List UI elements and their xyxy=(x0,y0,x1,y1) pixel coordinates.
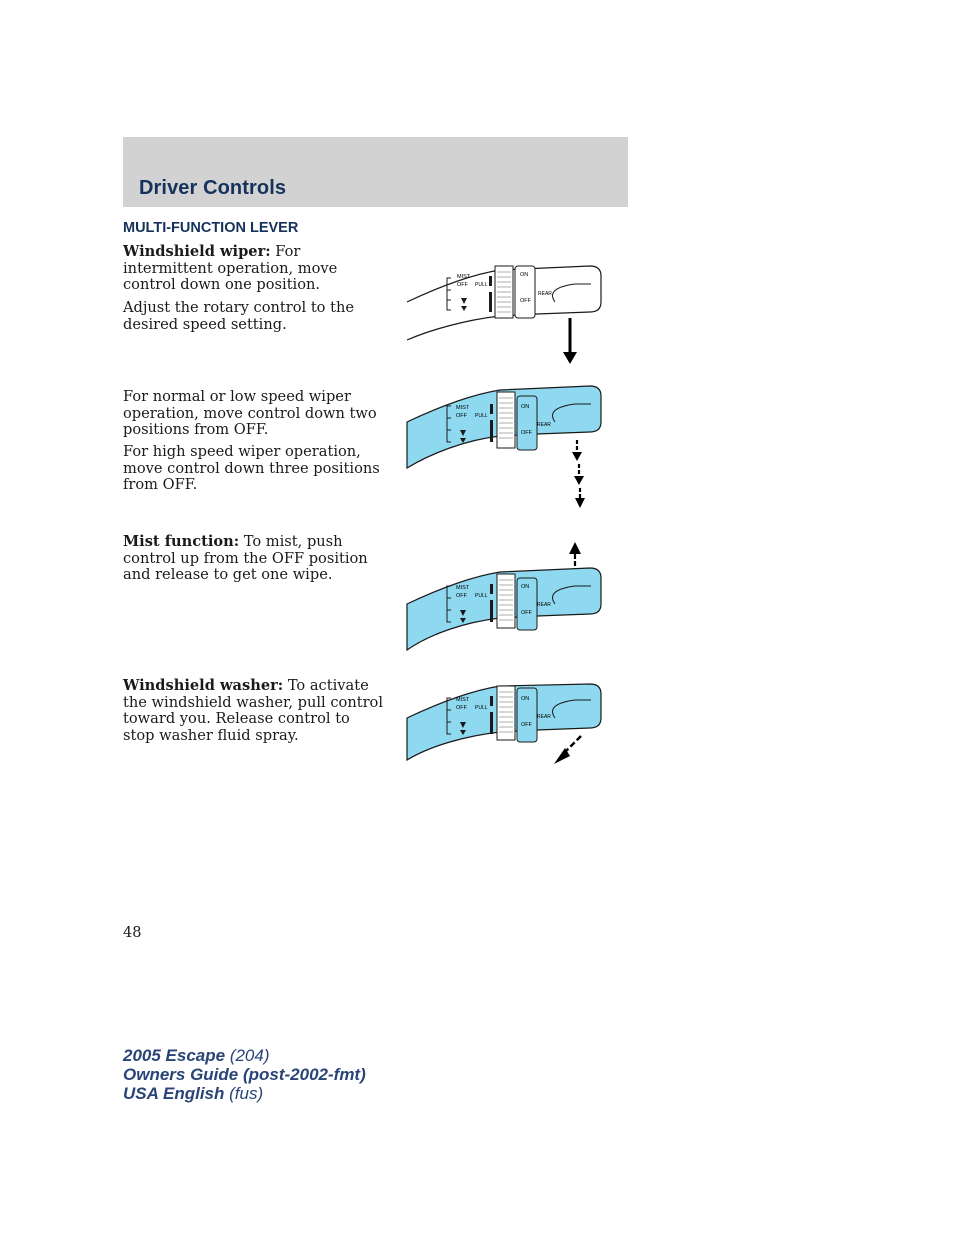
arrow-down-two-icon xyxy=(572,440,585,508)
lever-label-mist: MIST xyxy=(456,585,470,591)
lever-label-pull: PULL xyxy=(475,282,488,288)
lever-figure-intermittent xyxy=(405,262,605,392)
lever-illustration xyxy=(407,684,601,760)
footer-language: USA English xyxy=(123,1084,225,1103)
lever-illustration xyxy=(407,386,601,468)
paragraph-text: For normal or low speed wiper operation, move control down two positions from OFF. xyxy=(123,388,377,438)
arrow-pull-icon xyxy=(554,736,581,764)
paragraph-text: To activate the windshield washer, pull control toward you. Release control to stop washer fluid spray. xyxy=(123,677,384,744)
paragraph-rotary xyxy=(123,300,383,333)
lever-label-off: OFF xyxy=(456,413,467,419)
lever-label-pull: PULL xyxy=(475,705,488,711)
section-title: Driver Controls xyxy=(139,177,287,199)
paragraph-washer xyxy=(123,678,383,744)
footer-line-2 xyxy=(123,1065,366,1084)
lever-label-mist: MIST xyxy=(456,405,470,411)
footer-model: 2005 Escape xyxy=(123,1046,226,1065)
paragraph-text: Adjust the rotary control to the desired speed setting. xyxy=(123,299,355,333)
lever-label-mist: MIST xyxy=(457,274,471,280)
footer-guide: Owners Guide (post-2002-fmt) xyxy=(123,1065,366,1084)
lever-label-rear: REAR xyxy=(537,602,551,608)
lever-illustration xyxy=(407,266,601,340)
lever-illustration xyxy=(407,568,601,650)
lever-label-rear: REAR xyxy=(537,422,551,428)
paragraph-text: For high speed wiper operation, move control down three positions from OFF. xyxy=(123,443,380,493)
paragraph-lead: Windshield washer: xyxy=(123,677,284,694)
lever-label-mist: MIST xyxy=(456,697,470,703)
arrow-down-icon xyxy=(563,318,577,364)
footer-model-code: (204) xyxy=(225,1046,270,1065)
paragraph-high-speed xyxy=(123,444,383,494)
lever-figure-washer xyxy=(405,676,605,772)
lever-figure-low-high xyxy=(405,382,605,512)
lever-label-on: ON xyxy=(521,696,530,702)
lever-label-off: OFF xyxy=(456,593,467,599)
lever-label-off-rear: OFF xyxy=(521,722,532,728)
lever-label-rear: REAR xyxy=(538,291,552,297)
paragraph-lead: Mist function: xyxy=(123,533,240,550)
footer-language-code: (fus) xyxy=(224,1084,264,1103)
subheading: MULTI-FUNCTION LEVER xyxy=(123,220,299,236)
footer-line-1 xyxy=(123,1046,366,1065)
lever-label-off-rear: OFF xyxy=(521,430,532,436)
footer xyxy=(123,1046,366,1103)
lever-label-off-rear: OFF xyxy=(521,610,532,616)
paragraph-mist xyxy=(123,534,383,584)
paragraph-low-speed xyxy=(123,389,383,439)
lever-label-on: ON xyxy=(520,272,529,278)
lever-label-on: ON xyxy=(521,404,530,410)
footer-line-3 xyxy=(123,1084,366,1103)
lever-label-pull: PULL xyxy=(475,413,488,419)
lever-figure-mist xyxy=(405,538,605,654)
lever-label-off: OFF xyxy=(457,282,468,288)
lever-label-pull: PULL xyxy=(475,593,488,599)
page-number: 48 xyxy=(123,925,142,941)
lever-label-rear: REAR xyxy=(537,714,551,720)
paragraph-lead: Windshield wiper: xyxy=(123,243,271,260)
paragraph-text: To mist, push control up from the OFF position and release to get one wipe. xyxy=(123,533,368,583)
lever-label-off-rear: OFF xyxy=(520,298,531,304)
lever-label-off: OFF xyxy=(456,705,467,711)
paragraph-text: For intermittent operation, move control down one position. xyxy=(123,243,338,293)
paragraph-wiper xyxy=(123,244,383,294)
lever-label-on: ON xyxy=(521,584,530,590)
